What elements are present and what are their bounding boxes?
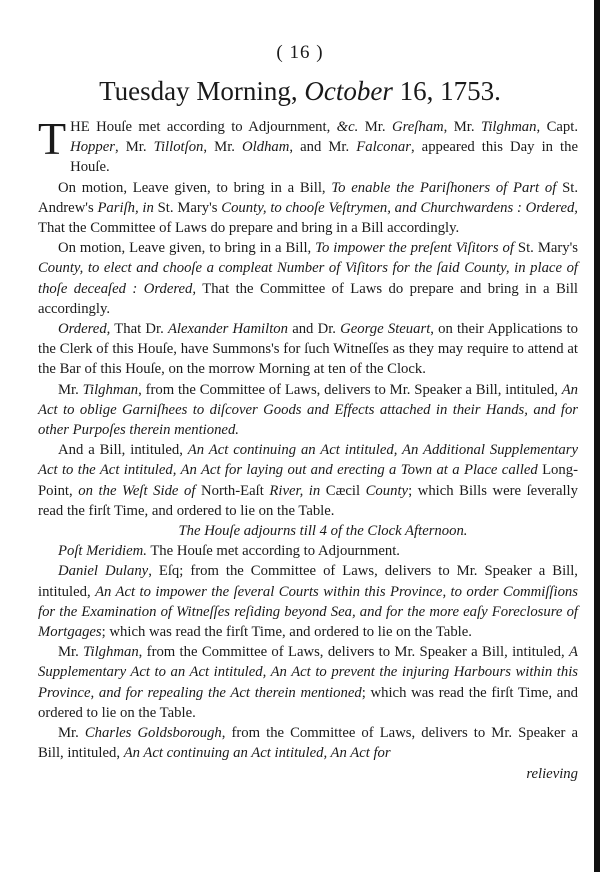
- paragraph-goldsborough-bill: Mr. Charles Goldsborough, from the Committee of Laws, delivers to Mr. Speaker a Bill, intituled, An Act continuing an Act intituled, An Act for: [38, 725, 579, 762]
- paragraph-summons-order: Ordered, That Dr. Alexander Hamilton and Dr. George Steuart, on their Applications to the Clerk of this Houſe, have Summons's for ſuch Witneſſes as they may require to attend at the Bar of this Houſe, on the morrow Morning at ten of the Clock.: [38, 321, 578, 378]
- paragraph-post-meridiem: Poſt Meridiem. The Houſe met according to Adjournment.: [58, 543, 400, 560]
- paragraph-vestrymen-bill: On motion, Leave given, to bring in a Bill, To enable the Pariſhoners of Part of St. Andrew's Pariſh, in St. Mary's County, to chooſe Veſtrymen, and Churchwardens : Ordered, That the Committee of Laws do prepare and bring in a Bill accordingly.: [38, 179, 578, 237]
- heading-date: 16, 1753.: [399, 76, 501, 106]
- heading-month: October: [304, 76, 393, 106]
- page-number: ( 16 ): [276, 42, 324, 63]
- paragraph-adjournment: The Houſe adjourns till 4 of the Clock Afternoon.: [178, 523, 468, 540]
- paragraph-visitors-bill: On motion, Leave given, to bring in a Bill, To impower the preſent Viſitors of St. Mary's County, to elect and chooſe a compleat Number of Viſitors for the ſaid County, in place of thoſe deceaſed : Ordered, That the Committee of Laws do prepare and bring in a Bill accordingly.: [38, 240, 578, 317]
- paragraph-attendance: THE Houſe met according to Adjournment, &c. Mr. Greſham, Mr. Tilghman, Capt. Hopper, Mr. Tillotſon, Mr. Oldham, and Mr. Falconar, appeared this Day in the Houſe.: [38, 113, 579, 176]
- date-heading: [0, 76, 600, 107]
- paragraph-commissions-bill: Daniel Dulany, Eſq; from the Committee of Laws, delivers to Mr. Speaker a Bill, intituled, An Act to impower the ſeveral Courts within this Province, to order Commiſſions for the Examination of Witneſſes reſiding beyond Sea, and for the more eaſy Foreclosure of Mortgages; which was read the firſt Time, and ordered to lie on the Table.: [38, 563, 578, 641]
- page-edge-shadow: [594, 0, 600, 872]
- catchword: relieving: [526, 765, 578, 782]
- paragraph-long-point-bill: And a Bill, intituled, An Act continuing an Act intituled, An Additional Supplementary Act to the Act intituled, An Act for laying out and erecting a Town at a Place called Long-Point, on the Weſt Side of North-Eaſt River, in Cæcil County; which Bills were ſeverally read the firſt Time, and ordered to lie on the Table.: [38, 442, 578, 519]
- heading-day: Tuesday Morning,: [99, 76, 298, 106]
- paragraph-harbours-bill: Mr. Tilghman, from the Committee of Laws, delivers to Mr. Speaker a Bill, intituled, A Supplementary Act to an Act intituled, An Act to prevent the injuring Harbours within this Province, and for repealing the Act therein mentioned; which was read the firſt Time, and ordered to lie on the Table.: [38, 644, 579, 721]
- paragraph-garnishees-bill: Mr. Tilghman, from the Committee of Laws, delivers to Mr. Speaker a Bill, intituled, An Act to oblige Garniſhees to diſcover Goods and Effects attached in their Hands, and for other Purpoſes therein mentioned.: [38, 381, 579, 439]
- drop-cap: T: [38, 113, 67, 164]
- journal-text: [38, 113, 579, 784]
